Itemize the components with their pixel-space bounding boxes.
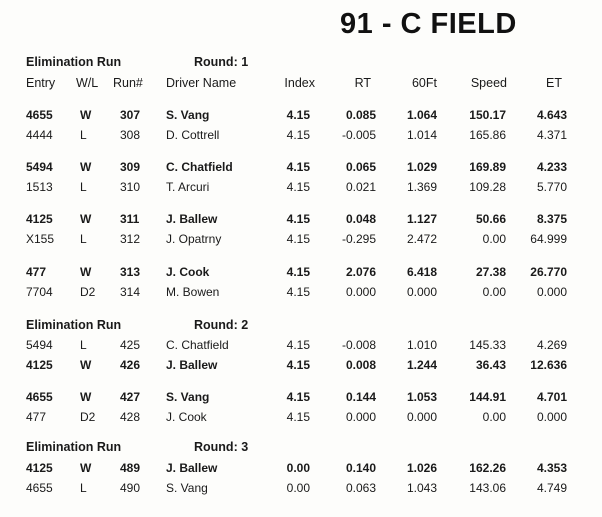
- cell-entry: X155: [26, 232, 55, 246]
- cell-60ft: 2.472: [406, 232, 437, 246]
- cell-index: 4.15: [286, 358, 310, 372]
- cell-et: 5.770: [536, 180, 567, 194]
- cell-rt: -0.295: [341, 232, 376, 246]
- cell-name: J. Opatrny: [166, 232, 222, 246]
- cell-wl: W: [80, 265, 92, 279]
- cell-wl: D2: [80, 285, 96, 299]
- cell-wl: L: [80, 128, 87, 142]
- cell-speed: 143.06: [469, 481, 506, 495]
- cell-wl: W: [80, 160, 92, 174]
- col-name: Driver Name: [166, 76, 237, 90]
- col-wl: W/L: [76, 76, 99, 90]
- cell-et: 4.371: [536, 128, 567, 142]
- cell-60ft: 1.064: [406, 108, 437, 122]
- round-number: Round: 2: [194, 318, 249, 332]
- cell-speed: 36.43: [475, 358, 506, 372]
- col-entry: Entry: [26, 76, 56, 90]
- cell-rt: 0.140: [345, 461, 376, 475]
- cell-60ft: 1.029: [406, 160, 437, 174]
- table-row: [0, 232, 602, 250]
- cell-rt: 0.065: [345, 160, 376, 174]
- cell-entry: 477: [26, 265, 47, 279]
- cell-speed: 169.89: [469, 160, 506, 174]
- cell-60ft: 1.014: [406, 128, 437, 142]
- cell-name: J. Ballew: [166, 212, 218, 226]
- round-header: [0, 440, 602, 456]
- cell-index: 4.15: [286, 180, 310, 194]
- cell-name: C. Chatfield: [166, 338, 229, 352]
- cell-index: 4.15: [286, 212, 310, 226]
- cell-et: 8.375: [536, 212, 567, 226]
- cell-speed: 50.66: [475, 212, 506, 226]
- cell-wl: W: [80, 358, 92, 372]
- cell-entry: 4655: [26, 390, 53, 404]
- cell-60ft: 1.053: [406, 390, 437, 404]
- cell-run: 310: [120, 180, 141, 194]
- cell-name: J. Cook: [166, 265, 210, 279]
- cell-rt: 0.063: [345, 481, 376, 495]
- cell-name: T. Arcuri: [166, 180, 210, 194]
- table-row: [0, 265, 602, 283]
- cell-name: M. Bowen: [166, 285, 220, 299]
- cell-entry: 5494: [26, 160, 53, 174]
- cell-60ft: 1.127: [406, 212, 437, 226]
- cell-rt: 0.085: [345, 108, 376, 122]
- cell-rt: 0.144: [345, 390, 376, 404]
- col-rt: RT: [354, 76, 371, 90]
- cell-et: 4.233: [536, 160, 567, 174]
- cell-60ft: 6.418: [406, 265, 437, 279]
- cell-index: 4.15: [286, 390, 310, 404]
- cell-60ft: 1.043: [406, 481, 437, 495]
- cell-rt: 0.000: [345, 410, 376, 424]
- cell-run: 312: [120, 232, 141, 246]
- cell-speed: 109.28: [469, 180, 506, 194]
- table-row: [0, 128, 602, 146]
- cell-index: 4.15: [286, 108, 310, 122]
- round-header: [0, 55, 602, 71]
- table-row: [0, 410, 602, 428]
- col-et: ET: [546, 76, 562, 90]
- round-number: Round: 3: [194, 440, 249, 454]
- cell-speed: 165.86: [469, 128, 506, 142]
- cell-run: 309: [120, 160, 141, 174]
- cell-name: S. Vang: [166, 390, 210, 404]
- cell-entry: 4125: [26, 358, 53, 372]
- cell-et: 26.770: [530, 265, 567, 279]
- round-number: Round: 1: [194, 55, 249, 69]
- cell-index: 4.15: [286, 285, 310, 299]
- cell-name: J. Ballew: [166, 461, 218, 475]
- cell-run: 314: [120, 285, 141, 299]
- table-row: [0, 212, 602, 230]
- col-speed: Speed: [470, 76, 507, 90]
- cell-entry: 4125: [26, 461, 53, 475]
- cell-index: 4.15: [286, 160, 310, 174]
- round-label: Elimination Run: [26, 318, 122, 332]
- cell-index: 0.00: [286, 481, 310, 495]
- cell-name: J. Cook: [166, 410, 207, 424]
- cell-rt: 0.008: [345, 358, 376, 372]
- table-row: [0, 285, 602, 303]
- cell-60ft: 1.244: [406, 358, 437, 372]
- table-row: [0, 390, 602, 408]
- table-row: [0, 180, 602, 198]
- page-title: 91 - C FIELD: [340, 8, 517, 40]
- cell-run: 489: [120, 461, 141, 475]
- cell-run: 427: [120, 390, 141, 404]
- cell-speed: 27.38: [475, 265, 506, 279]
- cell-wl: W: [80, 461, 92, 475]
- cell-rt: 0.021: [345, 180, 376, 194]
- cell-et: 4.269: [536, 338, 567, 352]
- cell-run: 313: [120, 265, 141, 279]
- cell-speed: 0.00: [482, 410, 506, 424]
- cell-speed: 0.00: [482, 232, 506, 246]
- cell-entry: 4125: [26, 212, 53, 226]
- cell-name: C. Chatfield: [166, 160, 233, 174]
- cell-et: 12.636: [530, 358, 567, 372]
- cell-entry: 7704: [26, 285, 53, 299]
- cell-entry: 4655: [26, 108, 53, 122]
- column-header: [0, 76, 602, 92]
- cell-rt: -0.008: [341, 338, 376, 352]
- cell-index: 4.15: [286, 410, 310, 424]
- cell-speed: 162.26: [469, 461, 506, 475]
- col-index: Index: [284, 76, 315, 90]
- table-row: [0, 160, 602, 178]
- cell-run: 425: [120, 338, 141, 352]
- cell-entry: 5494: [26, 338, 53, 352]
- cell-et: 4.749: [536, 481, 567, 495]
- table-row: [0, 358, 602, 376]
- cell-60ft: 1.369: [406, 180, 437, 194]
- round-header: [0, 318, 602, 334]
- cell-rt: 0.000: [345, 285, 376, 299]
- cell-et: 4.353: [536, 461, 567, 475]
- cell-60ft: 1.010: [406, 338, 437, 352]
- cell-name: S. Vang: [166, 481, 208, 495]
- cell-speed: 144.91: [469, 390, 506, 404]
- cell-speed: 150.17: [469, 108, 506, 122]
- cell-60ft: 1.026: [406, 461, 437, 475]
- cell-index: 0.00: [286, 461, 310, 475]
- cell-speed: 145.33: [469, 338, 506, 352]
- cell-entry: 477: [26, 410, 47, 424]
- table-row: [0, 481, 602, 499]
- cell-run: 426: [120, 358, 141, 372]
- cell-et: 0.000: [536, 410, 567, 424]
- cell-rt: -0.005: [341, 128, 376, 142]
- table-row: [0, 108, 602, 126]
- cell-wl: L: [80, 338, 87, 352]
- col-60ft: 60Ft: [411, 76, 437, 90]
- cell-index: 4.15: [286, 338, 310, 352]
- cell-entry: 4444: [26, 128, 53, 142]
- cell-name: D. Cottrell: [166, 128, 220, 142]
- col-run: Run#: [113, 76, 143, 90]
- cell-et: 4.643: [536, 108, 567, 122]
- cell-run: 428: [120, 410, 141, 424]
- cell-et: 64.999: [530, 232, 567, 246]
- cell-wl: L: [80, 481, 87, 495]
- cell-run: 311: [120, 212, 140, 226]
- cell-speed: 0.00: [482, 285, 506, 299]
- cell-rt: 2.076: [345, 265, 376, 279]
- cell-run: 307: [120, 108, 141, 122]
- round-label: Elimination Run: [26, 440, 122, 454]
- cell-entry: 4655: [26, 481, 53, 495]
- table-row: [0, 461, 602, 479]
- cell-rt: 0.048: [345, 212, 376, 226]
- cell-60ft: 0.000: [406, 410, 437, 424]
- cell-wl: W: [80, 390, 92, 404]
- cell-wl: L: [80, 232, 87, 246]
- cell-et: 4.701: [536, 390, 567, 404]
- cell-wl: W: [80, 108, 92, 122]
- round-label: Elimination Run: [26, 55, 122, 69]
- cell-entry: 1513: [26, 180, 53, 194]
- cell-60ft: 0.000: [406, 285, 437, 299]
- cell-index: 4.15: [286, 128, 310, 142]
- cell-name: J. Ballew: [166, 358, 218, 372]
- cell-wl: D2: [80, 410, 96, 424]
- cell-wl: W: [80, 212, 92, 226]
- cell-et: 0.000: [536, 285, 567, 299]
- cell-wl: L: [80, 180, 87, 194]
- cell-name: S. Vang: [166, 108, 210, 122]
- cell-index: 4.15: [286, 232, 310, 246]
- cell-run: 308: [120, 128, 141, 142]
- table-row: [0, 338, 602, 356]
- cell-run: 490: [120, 481, 141, 495]
- cell-index: 4.15: [286, 265, 310, 279]
